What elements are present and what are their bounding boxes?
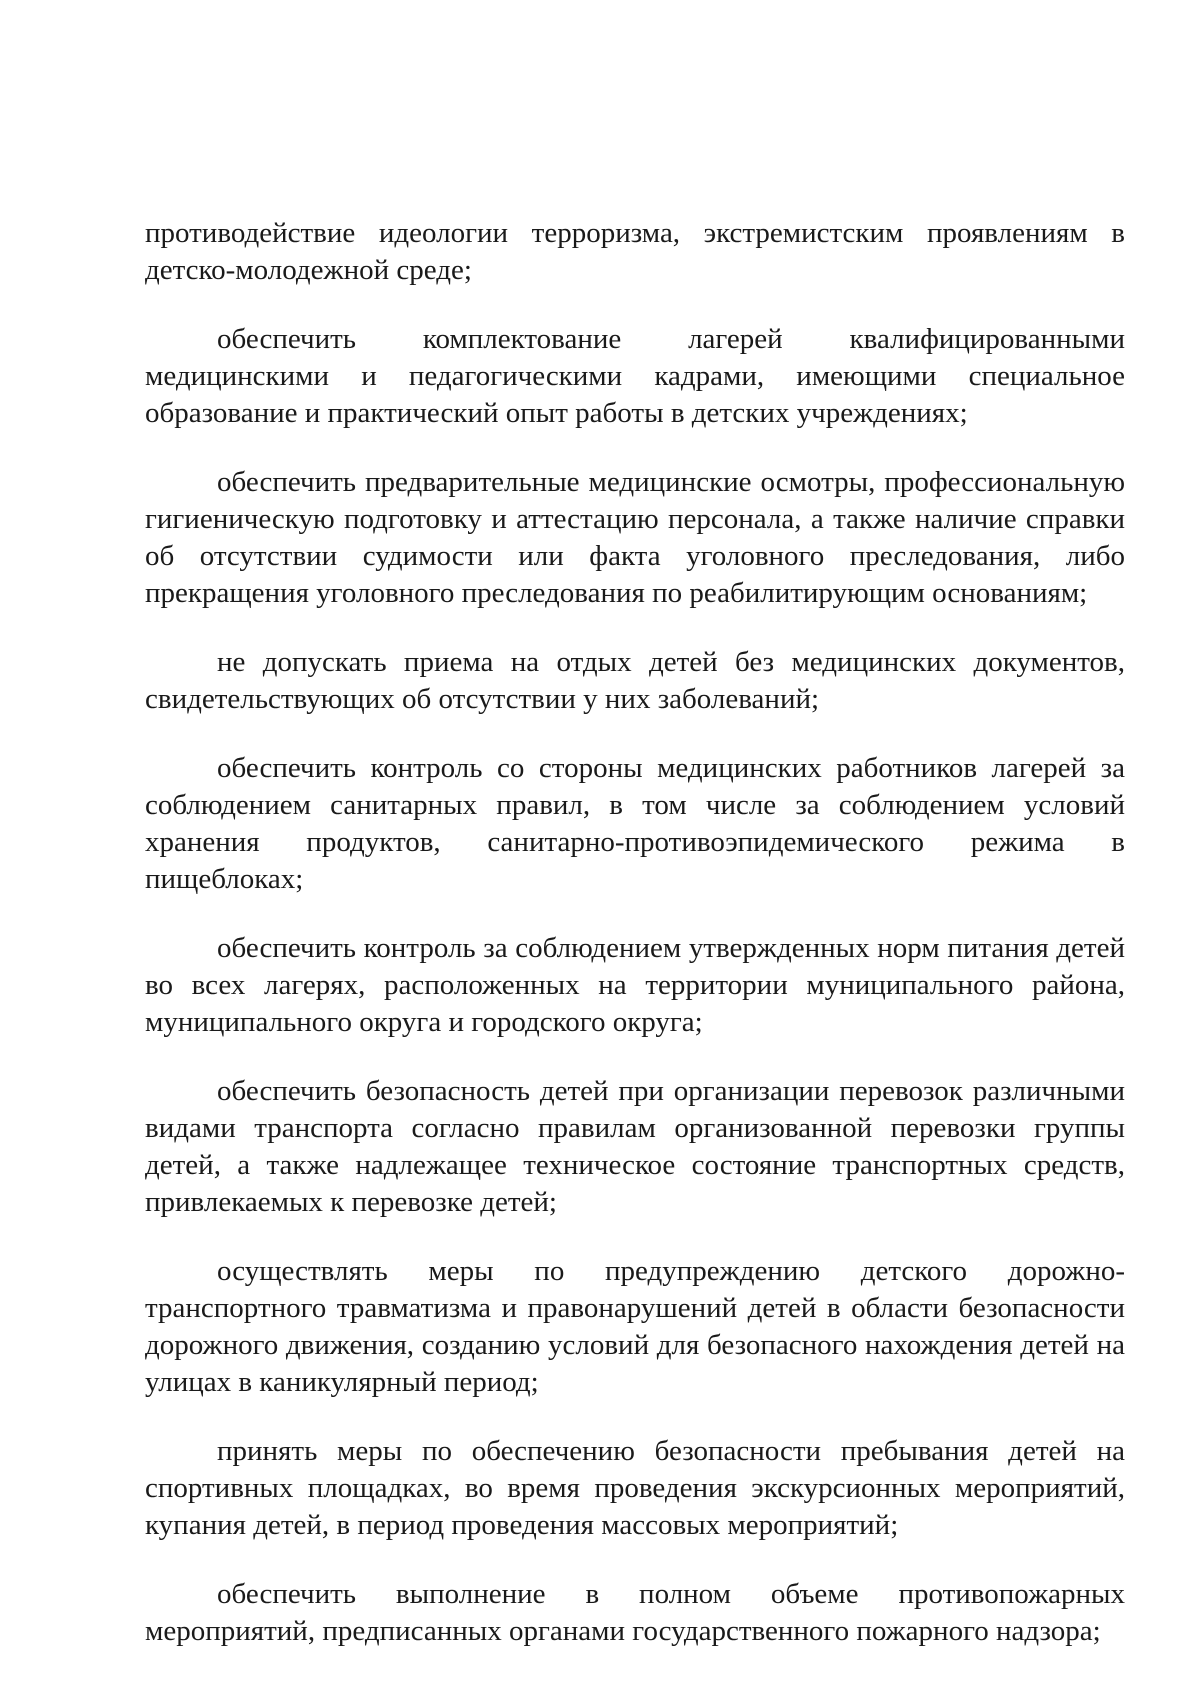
document-body: [145, 215, 1125, 1682]
paragraph-4: не допускать приема на отдых детей без медицинских документов, свидетельствующих об отсутствии у них заболеваний;: [145, 646, 1125, 715]
paragraph-1: противодействие идеологии терроризма, экстремистским проявлениям в детско-молодежной среде;: [145, 217, 1125, 286]
paragraph-6: обеспечить контроль за соблюдением утвержденных норм питания детей во всех лагерях, расположенных на территории муниципального района, муниципального округа и городского округа;: [145, 932, 1125, 1038]
paragraph-9: принять меры по обеспечению безопасности пребывания детей на спортивных площадках, во время проведения экскурсионных мероприятий, купания детей, в период проведения массовых мероприятий;: [145, 1435, 1125, 1541]
paragraph-8: осуществлять меры по предупреждению детского дорожно-транспортного травматизма и правонарушений детей в области безопасности дорожного движения, созданию условий для безопасного нахождения детей на улицах в каникулярный период;: [145, 1255, 1125, 1398]
paragraph-2: обеспечить комплектование лагерей квалифицированными медицинскими и педагогическими кадрами, имеющими специальное образование и практический опыт работы в детских учреждениях;: [145, 323, 1125, 429]
paragraph-10: обеспечить выполнение в полном объеме противопожарных мероприятий, предписанных органами государственного пожарного надзора;: [145, 1578, 1125, 1647]
paragraph-5: обеспечить контроль со стороны медицинских работников лагерей за соблюдением санитарных правил, в том числе за соблюдением условий хранения продуктов, санитарно-противоэпидемического режима в пищеблоках;: [145, 752, 1125, 895]
paragraph-7: обеспечить безопасность детей при организации перевозок различными видами транспорта согласно правилам организованной перевозки группы детей, а также надлежащее техническое состояние транспортных средств, привлекаемых к перевозке детей;: [145, 1075, 1125, 1218]
paragraph-3: обеспечить предварительные медицинские осмотры, профессиональную гигиеническую подготовку и аттестацию персонала, а также наличие справки об отсутствии судимости или факта уголовного преследования, либо прекращения уголовного преследования по реабилитирующим основаниям;: [145, 466, 1125, 609]
